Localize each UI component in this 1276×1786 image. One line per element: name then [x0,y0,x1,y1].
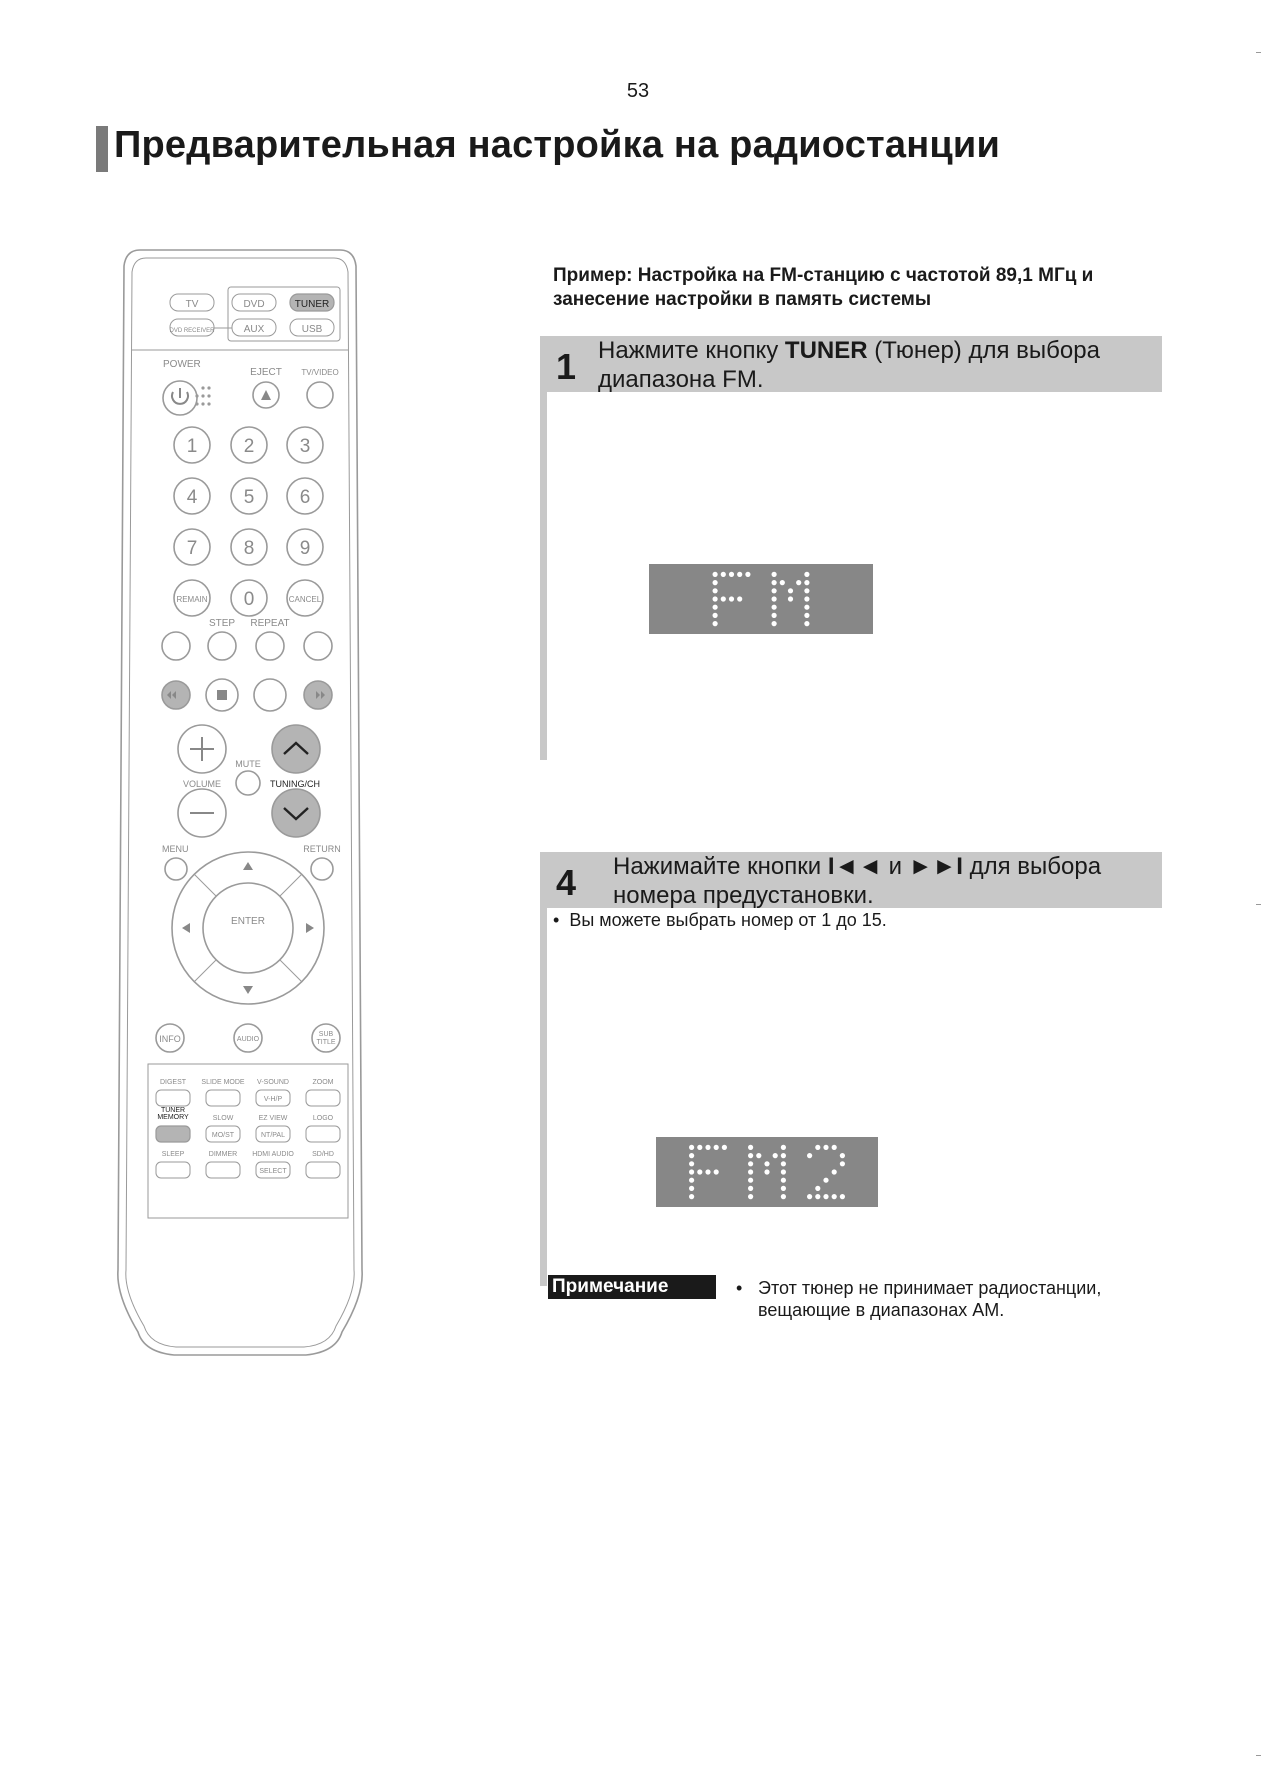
lcd-dot [781,1161,786,1166]
display-fm2 [656,1137,878,1207]
remote-label-return: RETURN [303,844,341,854]
remote-mode-dvd: DVD [243,299,265,310]
remote-label-enter: ENTER [231,916,265,927]
page-number: 53 [626,80,650,102]
lcd-dot [713,621,718,626]
lcd-dot [772,572,777,577]
lcd-dot [788,588,793,593]
lcd-dot [781,1153,786,1158]
remote-digit: 1 [186,436,198,457]
lcd-dot [745,572,750,577]
margin-mark [1256,52,1261,53]
remote-label-tuner-memory-1: TUNER [160,1107,186,1114]
remote-label-step: STEP [208,618,236,629]
step-1-instruction: Нажмите кнопку TUNER (Тюнер) для выбора диапазона FM. [598,337,1100,393]
note-bullet: • [736,1278,743,1298]
lcd-dot [748,1169,753,1174]
step-1-number: 1 [556,346,577,387]
step-4-bullet: • Вы можете выбрать номер от 1 до 15. [553,910,887,930]
lcd-dot [722,1145,727,1150]
remote-mode-usb: USB [301,324,323,335]
remote-fn-button-label: MO/ST [211,1132,235,1139]
remote-label-tuning-ch: TUNING/CH [270,779,320,789]
lcd-dot [780,580,785,585]
remote-fn-label: V-SOUND [257,1079,289,1086]
lcd-dot [713,572,718,577]
step-1-side-bar [540,392,547,760]
lcd-dot [781,1178,786,1183]
lcd-dot [689,1178,694,1183]
lcd-dot [832,1145,837,1150]
remote-digit: 0 [243,589,255,610]
remote-digit: 3 [299,436,311,457]
lcd-dot [772,580,777,585]
lcd-dot [832,1169,837,1174]
remote-label-mute: MUTE [235,759,261,769]
display-fm2-dots [656,1137,878,1207]
lcd-dot [713,596,718,601]
remote-fn-button-label: V-H/P [263,1096,283,1103]
lcd-dot [748,1161,753,1166]
remote-label-cancel: CANCEL [288,595,322,604]
remote-mode-aux: AUX [243,324,265,335]
remote-fn-label: DIMMER [208,1151,238,1158]
lcd-dot [714,1145,719,1150]
note-line-2: вещающие в диапазонах AM. [758,1300,1005,1320]
lcd-dot [697,1169,702,1174]
lcd-dot [804,572,809,577]
remote-digit: 7 [186,538,198,559]
lcd-dot [756,1153,761,1158]
lcd-dot [729,572,734,577]
lcd-dot [815,1194,820,1199]
lcd-dot [748,1194,753,1199]
lcd-dot [721,572,726,577]
remote-fn-label: DIGEST [159,1079,187,1086]
lcd-dot [781,1194,786,1199]
lcd-dot [815,1186,820,1191]
lcd-dot [772,605,777,610]
lcd-dot [714,1169,719,1174]
step-4-number: 4 [556,862,577,903]
note-text [736,1277,1136,1321]
lcd-dot [764,1169,769,1174]
tuner-button-name: TUNER [784,337,868,364]
remote-mode-tuner: TUNER [294,299,330,310]
lcd-dot [713,588,718,593]
lcd-dot [705,1145,710,1150]
remote-fn-button-label: SELECT [259,1168,287,1175]
lcd-dot [807,1194,812,1199]
lcd-dot [689,1169,694,1174]
example-heading: Пример: Настройка на FM-станцию с частотой 89,1 МГц и занесение настройки в память системы [553,265,1094,310]
lcd-dot [689,1153,694,1158]
remote-digit: 4 [186,487,198,508]
lcd-dot [804,613,809,618]
remote-fn-label: SLIDE MODE [201,1079,245,1086]
remote-fn-label: LOGO [312,1115,334,1122]
lcd-dot [804,621,809,626]
remote-mode-tv: TV [185,299,199,310]
page-title: Предварительная настройка на радиостанции [114,124,1001,166]
lcd-dot [807,1153,812,1158]
remote-label-info: INFO [159,1034,181,1044]
lcd-dot [713,613,718,618]
remote-label-volume: VOLUME [182,779,222,789]
step-1-header [540,336,1162,392]
lcd-dot [705,1169,710,1174]
lcd-dot [804,588,809,593]
lcd-dot [721,596,726,601]
lcd-dot [796,580,801,585]
remote-label-menu: MENU [162,844,189,854]
lcd-dot [697,1145,702,1150]
step-4-instruction: Нажимайте кнопки I◄◄ и ►►I для выбора номера предустановки. [613,853,1102,909]
remote-label-tuner-memory-2: MEMORY [157,1114,189,1121]
lcd-dot [823,1194,828,1199]
margin-mark [1256,1755,1261,1756]
remote-control-illustration [110,240,370,1370]
lcd-dot [804,605,809,610]
remote-label-repeat: REPEAT [250,618,290,629]
lcd-dot [781,1169,786,1174]
step-4-header [540,852,1162,908]
remote-label-tv-video: TV/VIDEO [301,368,339,377]
display-fm [649,564,873,634]
lcd-dot [748,1178,753,1183]
lcd-dot [772,588,777,593]
remote-label-eject: EJECT [250,367,282,378]
lcd-dot [788,596,793,601]
lcd-dot [832,1194,837,1199]
remote-digit: 8 [243,538,255,559]
note-label: Примечание [548,1275,716,1299]
lcd-dot [689,1194,694,1199]
lcd-dot [772,596,777,601]
lcd-dot [823,1145,828,1150]
lcd-dot [773,1153,778,1158]
lcd-dot [804,580,809,585]
remote-fn-label: EZ VIEW [258,1115,288,1122]
remote-label-remain: REMAIN [176,595,208,604]
lcd-dot [772,613,777,618]
remote-digit: 2 [243,436,255,457]
prev-button-symbol: I◄◄ [827,853,882,880]
remote-fn-label: HDMI AUDIO [252,1151,294,1158]
lcd-dot [729,596,734,601]
lcd-dot [804,596,809,601]
remote-fn-label: ZOOM [312,1079,334,1086]
lcd-dot [781,1145,786,1150]
remote-digit: 5 [243,487,255,508]
lcd-dot [737,572,742,577]
lcd-dot [689,1145,694,1150]
lcd-dot [815,1145,820,1150]
lcd-dot [823,1178,828,1183]
title-accent-bar [96,126,108,172]
lcd-dot [772,621,777,626]
lcd-dot [713,605,718,610]
margin-mark [1256,904,1261,905]
lcd-dot [748,1186,753,1191]
lcd-dot [689,1161,694,1166]
lcd-dot [748,1153,753,1158]
lcd-dot [840,1161,845,1166]
lcd-dot [840,1194,845,1199]
remote-digit: 6 [299,487,311,508]
step-4-side-bar [540,908,547,1286]
next-button-symbol: ►►I [908,853,963,880]
lcd-dot [737,596,742,601]
remote-label-title: TITLE [316,1039,336,1046]
remote-fn-label: SLOW [212,1115,234,1122]
lcd-dot [840,1153,845,1158]
remote-fn-button-label: NT/PAL [261,1132,285,1139]
lcd-dot [748,1145,753,1150]
remote-fn-label: SD/HD [312,1151,334,1158]
lcd-dot [689,1186,694,1191]
note-line-1: Этот тюнер не принимает радиостанции, [758,1278,1102,1298]
lcd-dot [713,580,718,585]
remote-digit: 9 [299,538,311,559]
remote-label-sub: SUB [318,1031,334,1038]
remote-mode-dvd-receiver: DVD RECEIVER [169,328,215,334]
remote-fn-label: SLEEP [161,1151,185,1158]
lcd-dot [764,1161,769,1166]
display-fm-dots [649,564,873,634]
remote-label-power: POWER [163,359,201,370]
remote-label-audio: AUDIO [236,1036,260,1043]
lcd-dot [781,1186,786,1191]
